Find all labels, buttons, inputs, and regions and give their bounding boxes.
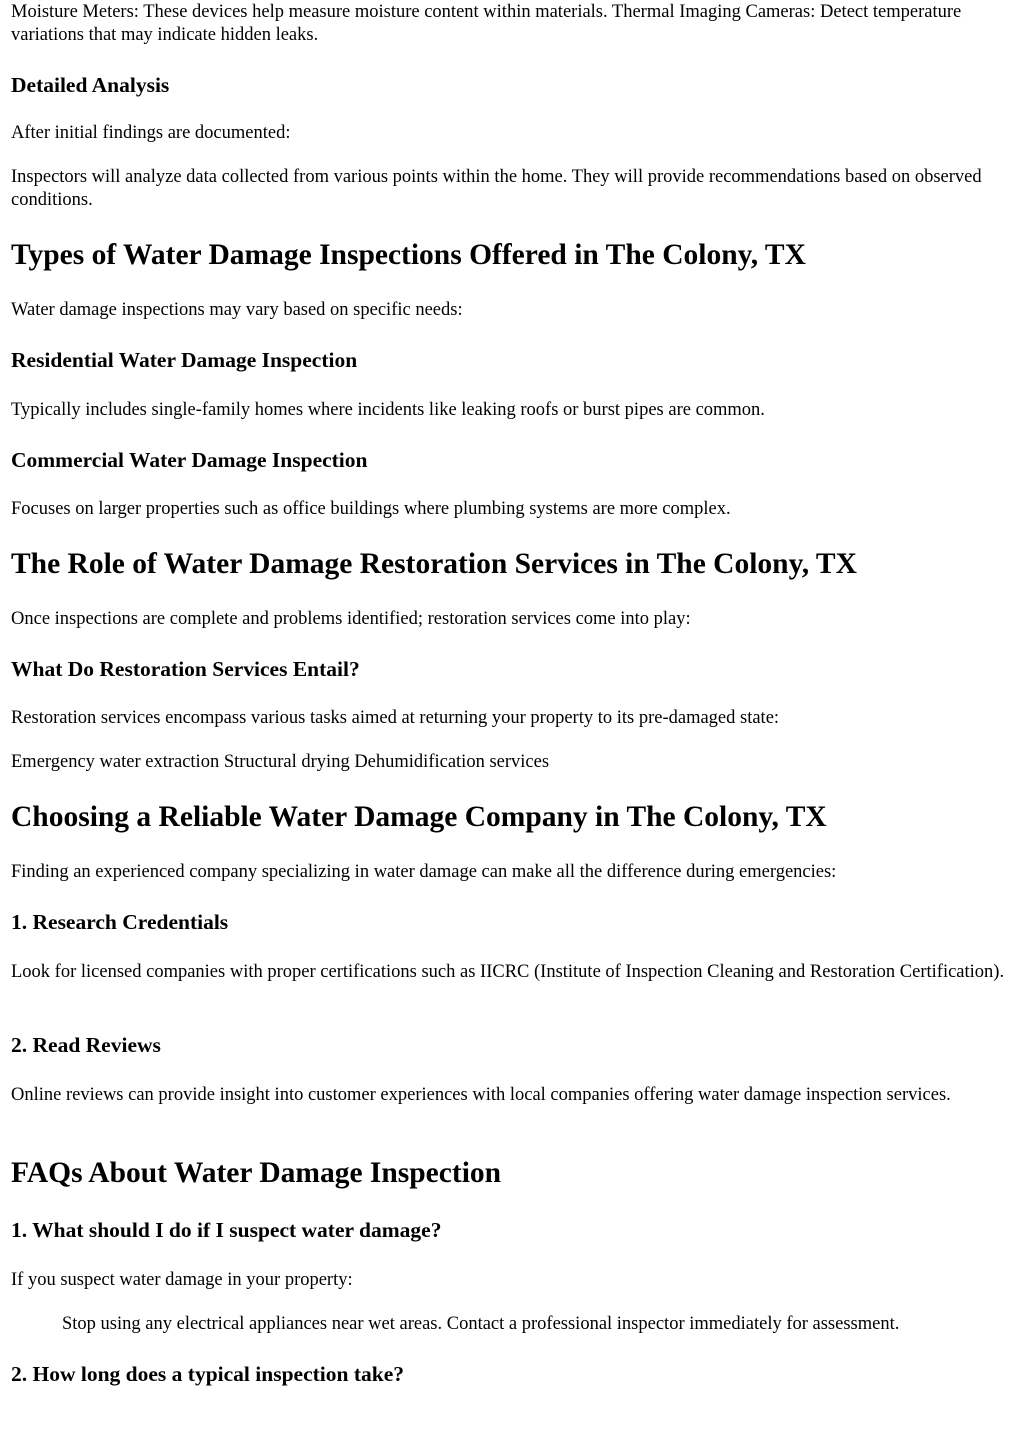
heading-residential-inspection: Residential Water Damage Inspection <box>11 348 358 372</box>
heading-research-credentials: 1. Research Credentials <box>11 910 229 934</box>
heading-choosing-company: Choosing a Reliable Water Damage Company in The Colony, TX <box>11 801 827 833</box>
paragraph-after-findings: After initial findings are documented: <box>11 123 291 143</box>
heading-faqs: FAQs About Water Damage Inspection <box>11 1157 502 1189</box>
paragraph-commercial: Focuses on larger properties such as office buildings where plumbing systems are more complex. <box>11 499 731 519</box>
paragraph-inspectors-analyze: Inspectors will analyze data collected from various points within the home. They will provide recommendations based on observed conditions. <box>11 167 982 210</box>
heading-read-reviews: 2. Read Reviews <box>11 1033 161 1057</box>
heading-restoration-role: The Role of Water Damage Restoration Services in The Colony, TX <box>11 548 857 580</box>
paragraph-faq-suspect-steps: Stop using any electrical appliances near wet areas. Contact a professional inspector immediately for assessment. <box>62 1314 900 1334</box>
paragraph-choosing-intro: Finding an experienced company specializing in water damage can make all the difference during emergencies: <box>11 862 837 882</box>
paragraph-faq-suspect-intro: If you suspect water damage in your property: <box>11 1270 353 1290</box>
heading-detailed-analysis: Detailed Analysis <box>11 73 170 97</box>
paragraph-role-intro: Once inspections are complete and problems identified; restoration services come into play: <box>11 609 691 629</box>
paragraph-residential: Typically includes single-family homes where incidents like leaking roofs or burst pipes are common. <box>11 400 765 420</box>
paragraph-restoration-entail: Restoration services encompass various tasks aimed at returning your property to its pre-damaged state: <box>11 708 780 728</box>
paragraph-inspection-tools: Moisture Meters: These devices help measure moisture content within materials. Thermal Imaging Cameras: Detect temperature variations that may indicate hidden leaks. <box>11 2 962 45</box>
heading-restoration-entail: What Do Restoration Services Entail? <box>11 657 360 681</box>
paragraph-services-list: Emergency water extraction Structural drying Dehumidification services <box>11 752 550 772</box>
paragraph-read-reviews: Online reviews can provide insight into customer experiences with local companies offering water damage inspection services. <box>11 1085 951 1105</box>
heading-types-of-inspections: Types of Water Damage Inspections Offered in The Colony, TX <box>11 239 806 271</box>
paragraph-research-credentials: Look for licensed companies with proper certifications such as IICRC (Institute of Inspection Cleaning and Restoration Certification). <box>11 962 1005 982</box>
heading-commercial-inspection: Commercial Water Damage Inspection <box>11 448 368 472</box>
heading-faq-inspection-duration: 2. How long does a typical inspection take? <box>11 1362 404 1386</box>
paragraph-types-intro: Water damage inspections may vary based on specific needs: <box>11 300 463 320</box>
heading-faq-suspect-damage: 1. What should I do if I suspect water damage? <box>11 1218 442 1242</box>
